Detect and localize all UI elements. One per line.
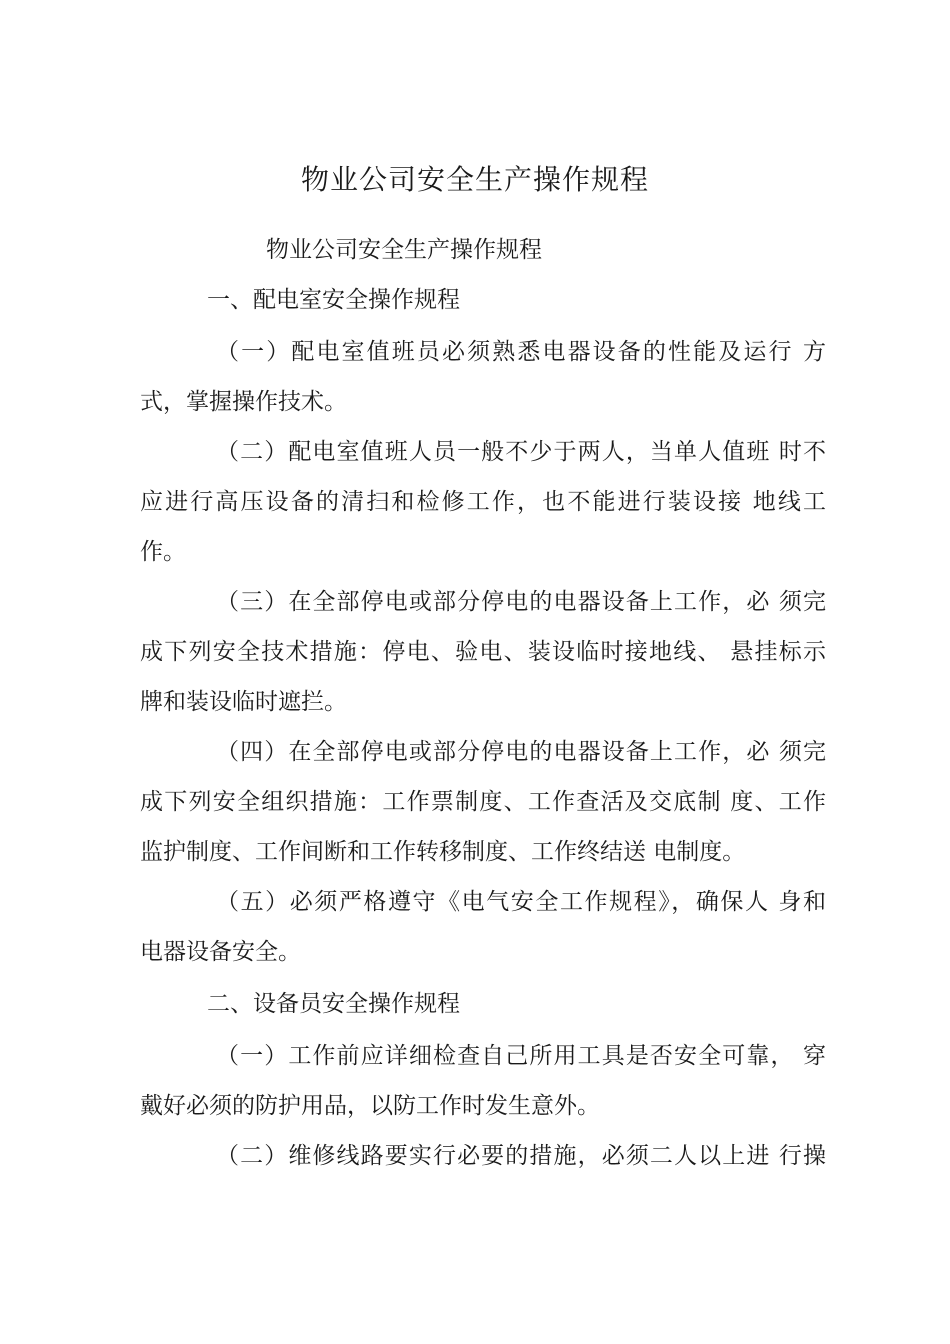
paragraph-line: （五）必须严格遵守《电气安全工作规程》，确保人 身和	[216, 889, 826, 915]
paragraph-line: 应进行高压设备的清扫和检修工作，也不能进行装设接 地线工	[140, 489, 826, 515]
paragraph-line: 作。	[140, 539, 186, 565]
paragraph-line: 牌和装设临时遮拦。	[140, 689, 347, 715]
section-heading-1: 一、配电室安全操作规程	[207, 287, 460, 313]
paragraph-line: 成下列安全技术措施：停电、验电、装设临时接地线、 悬挂标示	[140, 639, 826, 665]
section-heading-2: 二、设备员安全操作规程	[207, 991, 460, 1017]
paragraph-line: 戴好必须的防护用品，以防工作时发生意外。	[140, 1093, 600, 1119]
paragraph-line: 式，掌握操作技术。	[140, 389, 347, 415]
paragraph-line: 监护制度、工作间断和工作转移制度、工作终结送 电制度。	[140, 839, 746, 865]
paragraph-line: （二）维修线路要实行必要的措施，必须二人以上进 行操	[216, 1143, 826, 1169]
paragraph-line: （二）配电室值班人员一般不少于两人，当单人值班 时不	[216, 439, 826, 465]
paragraph-line: （一）配电室值班员必须熟悉电器设备的性能及运行 方	[216, 339, 826, 365]
paragraph-line: （三）在全部停电或部分停电的电器设备上工作，必 须完	[216, 589, 826, 615]
paragraph-line: 电器设备安全。	[140, 939, 301, 965]
paragraph-line: （一）工作前应详细检查自己所用工具是否安全可靠， 穿	[216, 1043, 826, 1069]
paragraph-line: 成下列安全组织措施：工作票制度、工作查活及交底制 度、工作	[140, 789, 826, 815]
document-title: 物业公司安全生产操作规程	[300, 163, 649, 196]
paragraph-line: （四）在全部停电或部分停电的电器设备上工作，必 须完	[216, 739, 826, 765]
document-subtitle: 物业公司安全生产操作规程	[266, 237, 542, 263]
